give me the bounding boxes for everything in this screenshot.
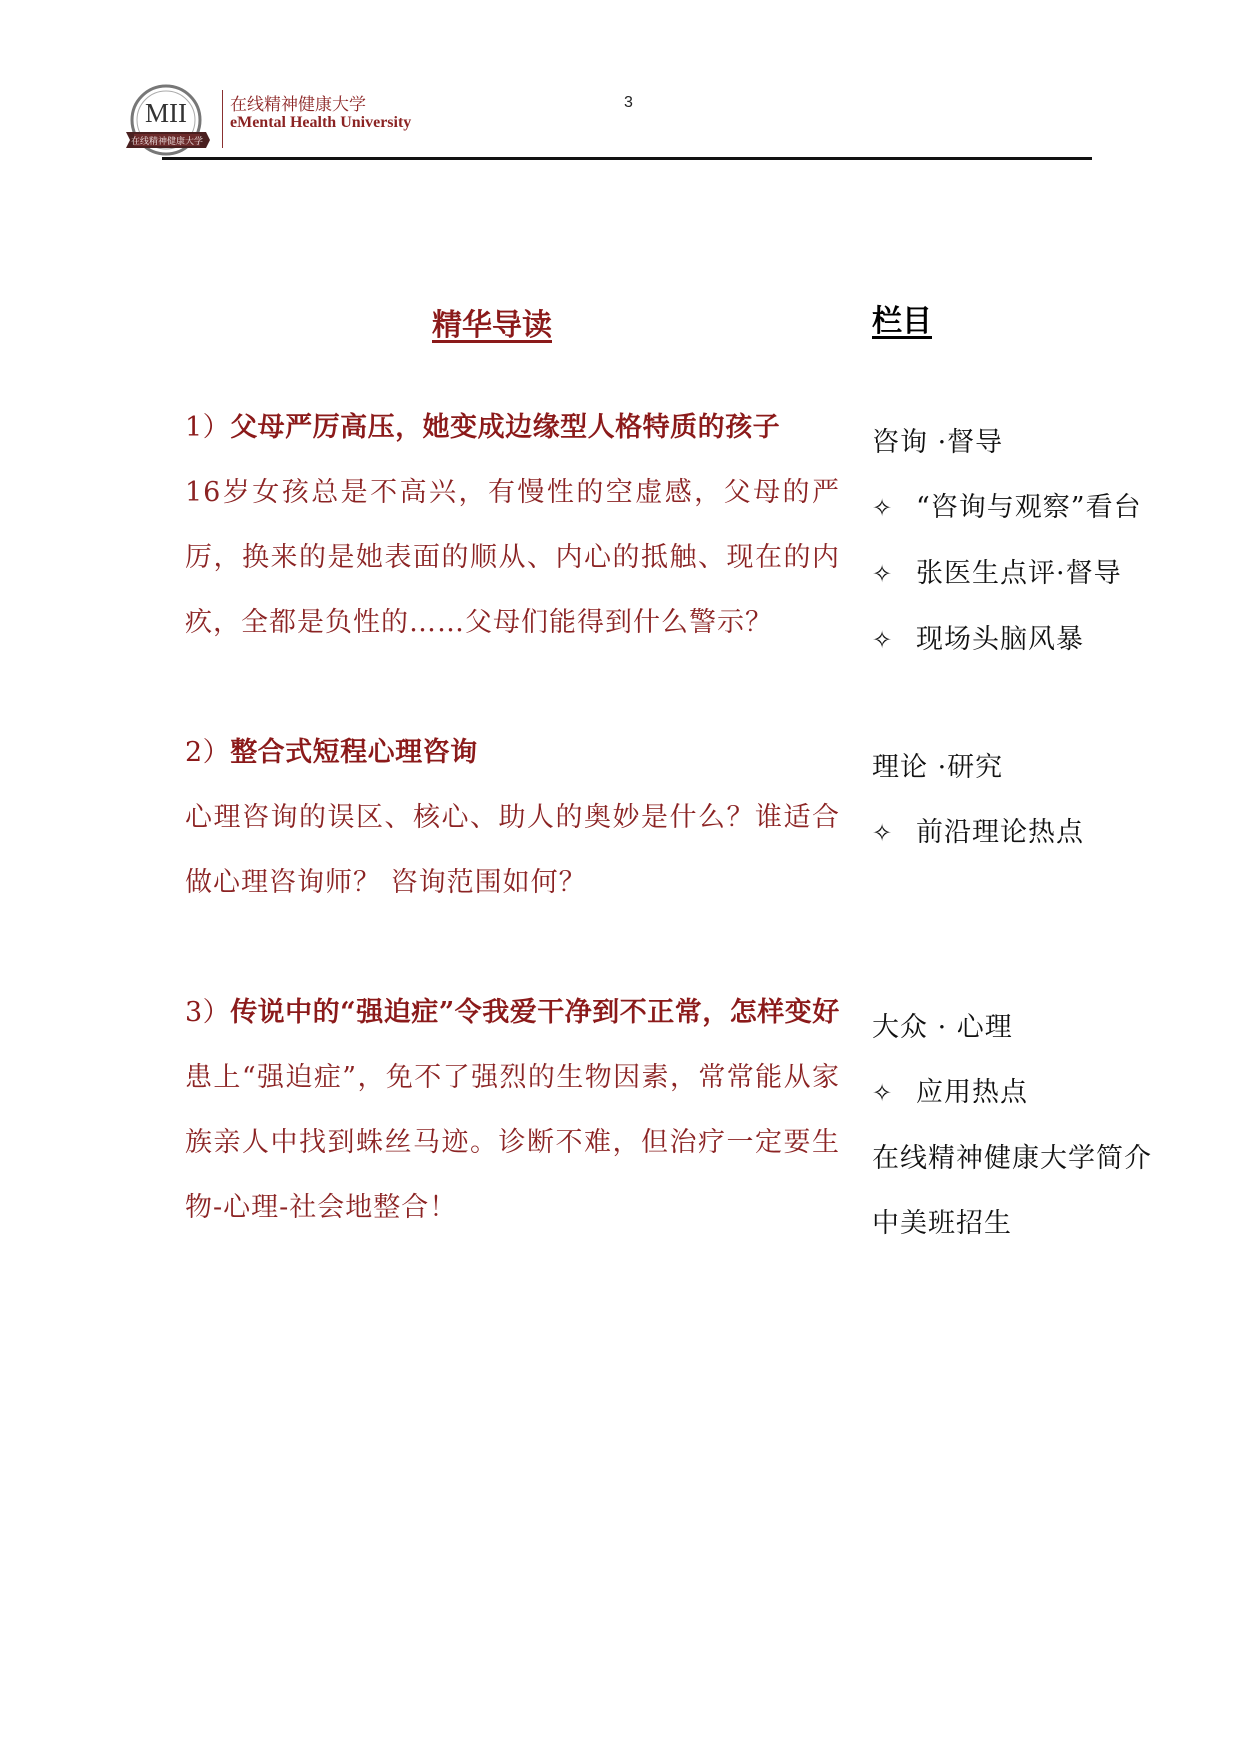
header-divider (222, 90, 223, 148)
column-heading: 咨询 ·督导 (872, 427, 1004, 458)
article-title-text: 整合式短程心理咨询 (230, 737, 478, 768)
column-item-label: “咨询与观察”看台 (916, 492, 1142, 523)
article-title-text: 父母严厉高压，她变成边缘型人格特质的孩子 (230, 412, 781, 443)
column-extra-university-intro[interactable]: 在线精神健康大学简介 (872, 1143, 1152, 1174)
column-heading: 大众 · 心理 (872, 1012, 1013, 1043)
article-title[interactable] (185, 395, 840, 460)
page-header (122, 80, 1102, 160)
column-item-label: 现场头脑风暴 (916, 624, 1084, 655)
column-extra-enrollment[interactable]: 中美班招生 (872, 1208, 1012, 1239)
column-item[interactable] (872, 800, 1202, 866)
university-logo (122, 82, 214, 160)
svg-text:MII: MII (145, 98, 187, 128)
section-title-columns: 栏目 (872, 304, 932, 339)
star-bullet-icon: ✧ (872, 494, 894, 522)
star-bullet-icon: ✧ (872, 819, 894, 847)
article-title[interactable] (185, 980, 840, 1045)
column-item-label: 应用热点 (916, 1077, 1028, 1108)
column-item[interactable] (872, 475, 1202, 541)
org-name-cn: 在线精神健康大学 (230, 95, 366, 115)
article-3 (185, 980, 840, 1240)
section-title-highlights: 精华导读 (432, 308, 552, 343)
column-item[interactable] (872, 541, 1202, 607)
column-item[interactable] (872, 607, 1202, 673)
star-bullet-icon: ✧ (872, 560, 894, 588)
article-summary: 16岁女孩总是不高兴，有慢性的空虚感，父母的严厉，换来的是她表面的顺从、内心的抵触、现在的内疚，全都是负性的……父母们能得到什么警示？ (185, 477, 840, 638)
article-2 (185, 720, 840, 915)
star-bullet-icon: ✧ (872, 1079, 894, 1107)
svg-text:在线精神健康大学: 在线精神健康大学 (130, 137, 204, 147)
article-number: 3） (185, 997, 231, 1028)
column-item-label: 前沿理论热点 (916, 817, 1084, 848)
article-summary: 心理咨询的误区、核心、助人的奥妙是什么？谁适合做心理咨询师？ 咨询范围如何？ (185, 802, 840, 898)
logo-seal-icon (122, 82, 214, 160)
article-title-text: 传说中的“强迫症”令我爱干净到不正常，怎样变好 (230, 997, 840, 1028)
column-heading: 理论 ·研究 (872, 752, 1004, 783)
article-title[interactable] (185, 720, 840, 785)
header-rule (162, 157, 1092, 160)
org-name-en: eMental Health University (230, 114, 412, 131)
article-1 (185, 395, 840, 655)
column-group-public (872, 995, 1202, 1256)
article-number: 1） (185, 412, 231, 443)
article-number: 2） (185, 737, 231, 768)
page-number: 3 (624, 94, 633, 111)
star-bullet-icon: ✧ (872, 626, 894, 654)
column-item-label: 张医生点评·督导 (916, 558, 1122, 589)
article-summary: 患上“强迫症”，免不了强烈的生物因素，常常能从家族亲人中找到蛛丝马迹。诊断不难，但治疗一定要生物-心理-社会地整合！ (185, 1062, 840, 1223)
column-item[interactable] (872, 1060, 1202, 1126)
column-group-theory (872, 735, 1202, 866)
column-group-consulting (872, 410, 1202, 673)
